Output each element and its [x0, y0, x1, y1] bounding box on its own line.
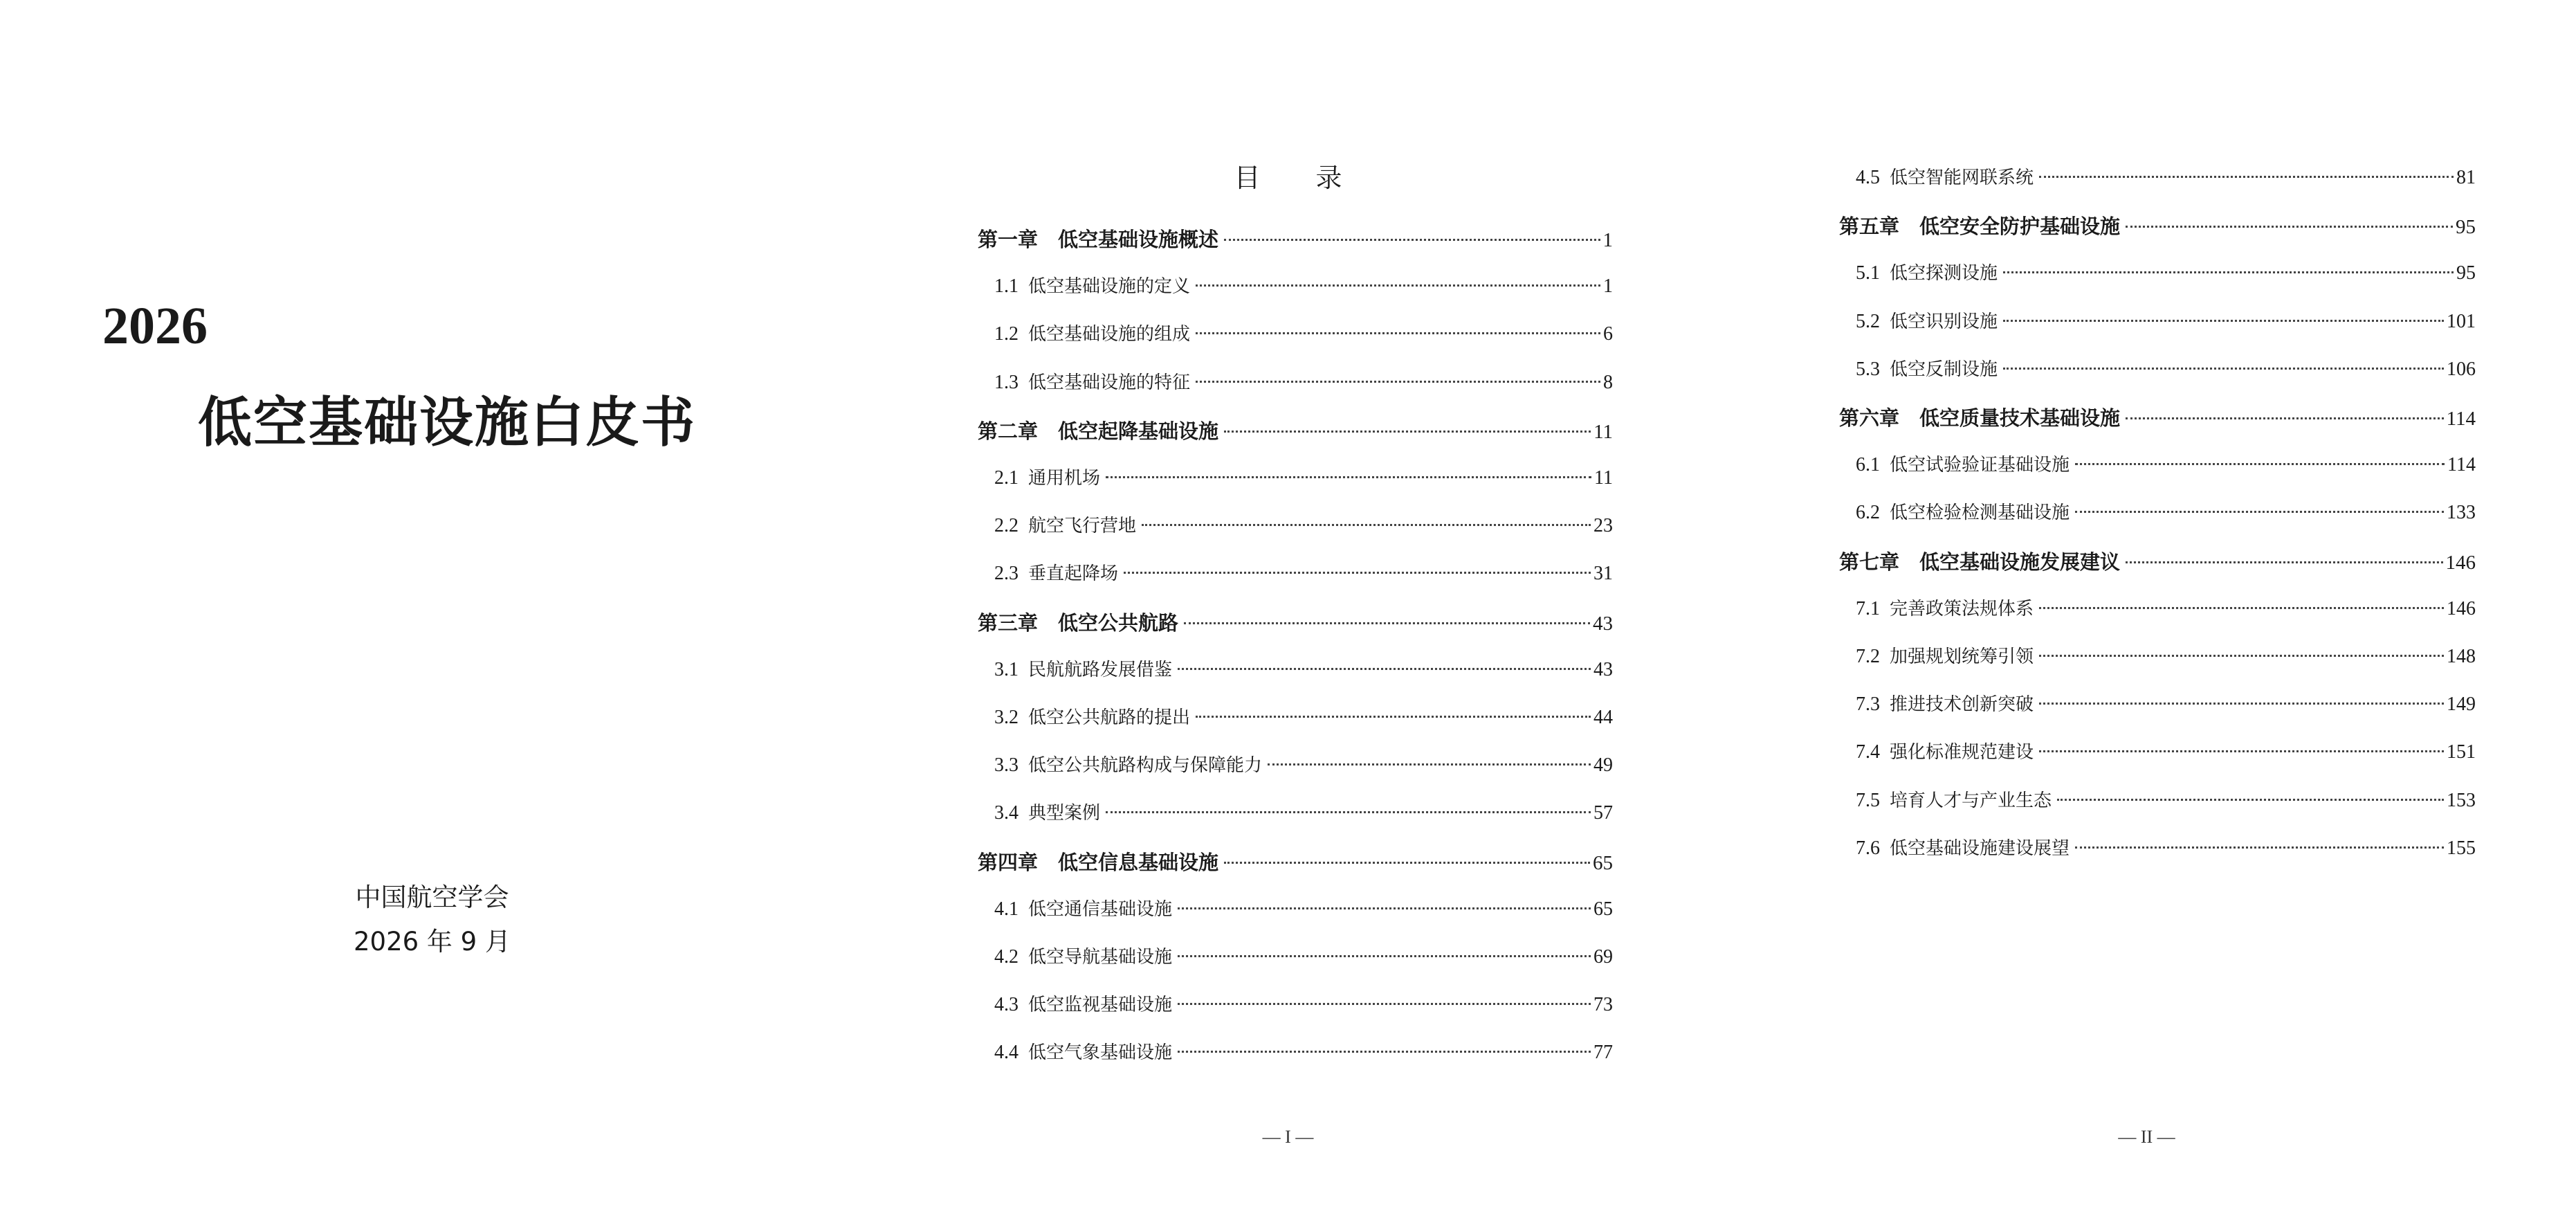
toc-entry-label: [994, 751, 1265, 777]
cover-year: 2026: [102, 297, 208, 355]
toc-section-entry[interactable]: [994, 368, 1613, 394]
toc-section-number: 7.2: [1856, 646, 1880, 667]
toc-entry-label: [994, 511, 1139, 537]
cover-title: 低空基础设施白皮书: [198, 391, 697, 454]
toc-page-number: 81: [2456, 167, 2476, 188]
dot-leader: [2126, 226, 2453, 228]
toc-chapter-entry[interactable]: [978, 847, 1613, 876]
toc-section-number: 2.2: [994, 515, 1018, 537]
toc-entry-label: [1856, 498, 2072, 524]
toc-entry-label: 第二章 低空起降基础设施: [978, 419, 1219, 443]
toc-section-title: 民航航路发展借鉴: [1028, 659, 1173, 680]
toc-page-number: 23: [1593, 515, 1613, 537]
toc-section-entry[interactable]: [1856, 259, 2476, 284]
toc-page-number: 77: [1593, 1042, 1613, 1064]
dot-leader: [2075, 846, 2444, 849]
toc-page-number: 8: [1603, 371, 1613, 393]
toc-entry-label: [1856, 642, 2036, 668]
toc-entry-label: [1856, 451, 2072, 476]
dot-leader: [1196, 381, 1600, 383]
toc-section-title: 低空基础设施建设展望: [1890, 837, 2070, 859]
toc-entry-label: [994, 1038, 1175, 1064]
toc-page-2: [1717, 0, 2576, 1214]
toc-chapter-entry[interactable]: [1839, 403, 2476, 431]
toc-section-number: 5.2: [1856, 310, 1880, 332]
dot-leader: [2057, 799, 2444, 801]
dot-leader: [1106, 811, 1591, 813]
cover-page: [0, 0, 859, 1214]
toc-section-number: 1.2: [994, 323, 1018, 345]
toc-section-title: 低空试验验证基础设施: [1890, 455, 2070, 476]
dot-leader: [2039, 655, 2444, 657]
toc-entry-label: [994, 990, 1175, 1016]
dot-leader: [1178, 1003, 1591, 1005]
dot-leader: [2126, 417, 2444, 419]
toc-section-entry[interactable]: [1856, 163, 2476, 189]
dot-leader: [2039, 176, 2454, 178]
toc-page-number: 95: [2456, 216, 2476, 239]
toc-section-entry[interactable]: [1856, 451, 2476, 476]
toc-section-number: 4.4: [994, 1042, 1018, 1064]
toc-entry-label: [994, 320, 1193, 345]
toc-entry-label: 第六章 低空质量技术基础设施: [1839, 406, 2121, 430]
toc-section-number: 1.3: [994, 371, 1018, 393]
date-text: 2026 年 9 月: [354, 927, 511, 957]
toc-chapter-entry[interactable]: [978, 224, 1613, 253]
cover-organization: [0, 876, 859, 914]
toc-entry-label: [1856, 834, 2072, 860]
toc-section-number: 3.1: [994, 658, 1018, 680]
toc-section-number: 7.5: [1856, 789, 1880, 811]
toc-entry-label: [994, 895, 1175, 921]
toc-section-entry[interactable]: [1856, 834, 2476, 860]
toc-page-number: 155: [2447, 837, 2476, 859]
toc-section-entry[interactable]: [994, 1038, 1613, 1064]
toc-section-title: 低空基础设施的定义: [1028, 276, 1191, 298]
toc-chapter-entry[interactable]: [978, 416, 1613, 444]
toc-section-title: 完善政策法规体系: [1890, 598, 2034, 619]
toc-section-title: 低空监视基础设施: [1028, 995, 1173, 1016]
dot-leader: [1178, 1051, 1591, 1053]
toc-section-number: 4.2: [994, 946, 1018, 968]
toc-section-title: 低空探测设施: [1890, 263, 1998, 284]
toc-chapter-entry[interactable]: [978, 608, 1613, 636]
toc-section-entry[interactable]: [994, 272, 1613, 298]
toc-page-number: 114: [2446, 408, 2476, 430]
toc-page-number: 57: [1593, 802, 1613, 824]
toc-section-title: 低空反制设施: [1890, 359, 1998, 380]
dot-leader: [1106, 476, 1591, 478]
toc-section-title: 低空检验检测基础设施: [1890, 502, 2070, 524]
dot-leader: [2126, 561, 2442, 563]
dot-leader: [1178, 955, 1591, 957]
toc-section-number: 6.1: [1856, 454, 1880, 476]
toc-section-title: 低空气象基础设施: [1028, 1042, 1173, 1064]
toc-section-title: 通用机场: [1028, 468, 1101, 489]
toc-section-title: 加强规划统筹引领: [1890, 646, 2034, 667]
toc-section-title: 航空飞行营地: [1028, 516, 1137, 537]
cover-date: [0, 921, 859, 958]
toc-entry-label: [994, 655, 1175, 681]
toc-section-number: 3.4: [994, 802, 1018, 824]
toc-page-number: 43: [1593, 612, 1613, 635]
toc-section-title: 低空公共航路的提出: [1028, 707, 1191, 728]
toc-page-number: 65: [1593, 851, 1613, 874]
toc-section-title: 低空基础设施的特征: [1028, 372, 1191, 393]
page-number-1: — I —: [1262, 1127, 1314, 1147]
toc-section-number: 7.4: [1856, 741, 1880, 763]
toc-entry-label: [1856, 163, 2036, 189]
toc-section-entry[interactable]: [1856, 642, 2476, 668]
toc-section-title: 低空基础设施的组成: [1028, 324, 1191, 345]
toc-section-number: 7.3: [1856, 694, 1880, 716]
toc-section-entry[interactable]: [994, 895, 1613, 921]
toc-section-entry[interactable]: [994, 320, 1613, 345]
toc-section-title: 推进技术创新突破: [1890, 694, 2034, 716]
toc-section-entry[interactable]: [1856, 786, 2476, 812]
toc-page-number: 44: [1593, 707, 1613, 728]
toc-entry-label: [994, 368, 1193, 394]
toc-page-number: 1: [1602, 229, 1613, 251]
toc-section-entry[interactable]: [1856, 307, 2476, 333]
toc-section-entry[interactable]: [1856, 738, 2476, 763]
toc-section-number: 2.1: [994, 467, 1018, 489]
toc-chapter-entry[interactable]: [1839, 547, 2476, 575]
toc-section-entry[interactable]: [994, 703, 1613, 729]
toc-section-number: 5.1: [1856, 262, 1880, 284]
toc-chapter-entry[interactable]: [1839, 211, 2476, 239]
toc-entry-label: [1856, 738, 2036, 763]
toc-page-number: 95: [2456, 262, 2476, 284]
toc-section-entry[interactable]: [994, 799, 1613, 824]
dot-leader: [1178, 668, 1591, 670]
toc-section-number: 5.3: [1856, 358, 1880, 380]
toc-section-entry[interactable]: [994, 751, 1613, 777]
toc-page-number: 151: [2447, 741, 2476, 763]
toc-entry-label: 第一章 低空基础设施概述: [978, 228, 1219, 251]
toc-section-number: 3.3: [994, 754, 1018, 777]
dot-leader: [1178, 907, 1591, 909]
toc-page-number: 114: [2447, 454, 2476, 476]
dot-leader: [2039, 607, 2444, 609]
toc-page-number: 43: [1593, 658, 1613, 680]
toc-page-number: 146: [2445, 551, 2476, 574]
toc-section-number: 3.2: [994, 707, 1018, 728]
toc-entry-label: [1856, 259, 2000, 284]
toc-page-number: 148: [2447, 646, 2476, 667]
toc-section-title: 垂直起降场: [1028, 563, 1119, 585]
toc-entry-label: [1856, 595, 2036, 620]
toc-page-number: 1: [1603, 275, 1613, 298]
toc-page-number: 146: [2447, 597, 2476, 619]
toc-page-number: 106: [2447, 358, 2476, 380]
toc-entry-label: [1856, 307, 2000, 333]
toc-entry-label: [994, 703, 1193, 729]
toc-section-number: 4.3: [994, 994, 1018, 1016]
toc-entry-label: [994, 559, 1121, 585]
toc-entry-label: [994, 943, 1175, 968]
dot-leader: [1224, 239, 1600, 241]
toc-page-number: 69: [1593, 946, 1613, 968]
toc-entry-label: [1856, 355, 2000, 381]
toc-section-title: 典型案例: [1028, 803, 1101, 824]
toc-entry-label: 第七章 低空基础设施发展建议: [1839, 550, 2121, 574]
toc-heading: [859, 156, 1717, 194]
toc-section-entry[interactable]: [1856, 498, 2476, 524]
dot-leader: [1196, 332, 1600, 334]
dot-leader: [2003, 368, 2444, 370]
dot-leader: [2039, 750, 2444, 752]
dot-leader: [2075, 463, 2445, 465]
toc-section-number: 1.1: [994, 275, 1018, 298]
toc-section-entry[interactable]: [994, 655, 1613, 681]
toc-page-number: 49: [1593, 754, 1613, 777]
dot-leader: [1268, 763, 1591, 765]
toc-section-number: 4.5: [1856, 167, 1880, 188]
toc-page-number: 65: [1593, 898, 1613, 920]
toc-section-number: 7.6: [1856, 837, 1880, 859]
toc-page-1: [859, 0, 1717, 1214]
toc-section-title: 低空识别设施: [1890, 311, 1998, 332]
toc-section-entry[interactable]: [994, 943, 1613, 968]
toc-page-number: 153: [2447, 789, 2476, 811]
toc-entry-label: 第四章 低空信息基础设施: [978, 850, 1219, 874]
toc-section-number: 7.1: [1856, 597, 1880, 619]
dot-leader: [1196, 284, 1600, 287]
toc-page-number: 31: [1593, 563, 1613, 585]
page-number-2: — II —: [2118, 1127, 2175, 1147]
dot-leader: [2003, 271, 2454, 273]
toc-section-title: 低空导航基础设施: [1028, 947, 1173, 968]
toc-entry-label: [994, 799, 1103, 824]
dot-leader: [1224, 862, 1590, 864]
toc-entry-label: 第五章 低空安全防护基础设施: [1839, 215, 2121, 239]
toc-section-title: 低空通信基础设施: [1028, 898, 1173, 920]
toc-page-number: 149: [2447, 694, 2476, 716]
toc-entry-label: [1856, 786, 2054, 812]
dot-leader: [1184, 622, 1590, 624]
toc-entry-label: [994, 272, 1193, 298]
dot-leader: [1224, 431, 1591, 433]
toc-page-number: 133: [2447, 502, 2476, 524]
toc-section-title: 培育人才与产业生态: [1890, 790, 2052, 811]
toc-section-number: 2.3: [994, 563, 1018, 585]
toc-section-number: 6.2: [1856, 502, 1880, 524]
toc-section-entry[interactable]: [994, 990, 1613, 1016]
toc-entry-label: [994, 464, 1103, 489]
toc-section-number: 4.1: [994, 898, 1018, 920]
toc-section-title: 强化标准规范建设: [1890, 742, 2034, 763]
toc-section-title: 低空公共航路构成与保障能力: [1028, 755, 1263, 777]
toc-heading-text: 目 录: [1234, 163, 1366, 193]
toc-page-number: 6: [1603, 323, 1613, 345]
dot-leader: [1142, 524, 1591, 526]
dot-leader: [1196, 716, 1591, 718]
toc-page-number: 73: [1593, 994, 1613, 1016]
organization-text: 中国航空学会: [355, 882, 509, 912]
toc-entry-label: [1856, 690, 2036, 716]
toc-section-entry[interactable]: [1856, 355, 2476, 381]
toc-entry-label: 第三章 低空公共航路: [978, 610, 1179, 635]
toc-section-entry[interactable]: [994, 511, 1613, 537]
dot-leader: [2003, 320, 2444, 322]
toc-section-entry[interactable]: [1856, 595, 2476, 620]
toc-section-title: 低空智能网联系统: [1890, 167, 2034, 188]
dot-leader: [2039, 703, 2444, 705]
toc-page-number: 101: [2447, 310, 2476, 332]
dot-leader: [2075, 511, 2444, 513]
toc-page-number: 11: [1594, 467, 1613, 489]
dot-leader: [1124, 572, 1591, 574]
toc-section-entry[interactable]: [1856, 690, 2476, 716]
toc-section-entry[interactable]: [994, 559, 1613, 585]
toc-page-number: 11: [1593, 420, 1613, 443]
toc-section-entry[interactable]: [994, 464, 1613, 489]
